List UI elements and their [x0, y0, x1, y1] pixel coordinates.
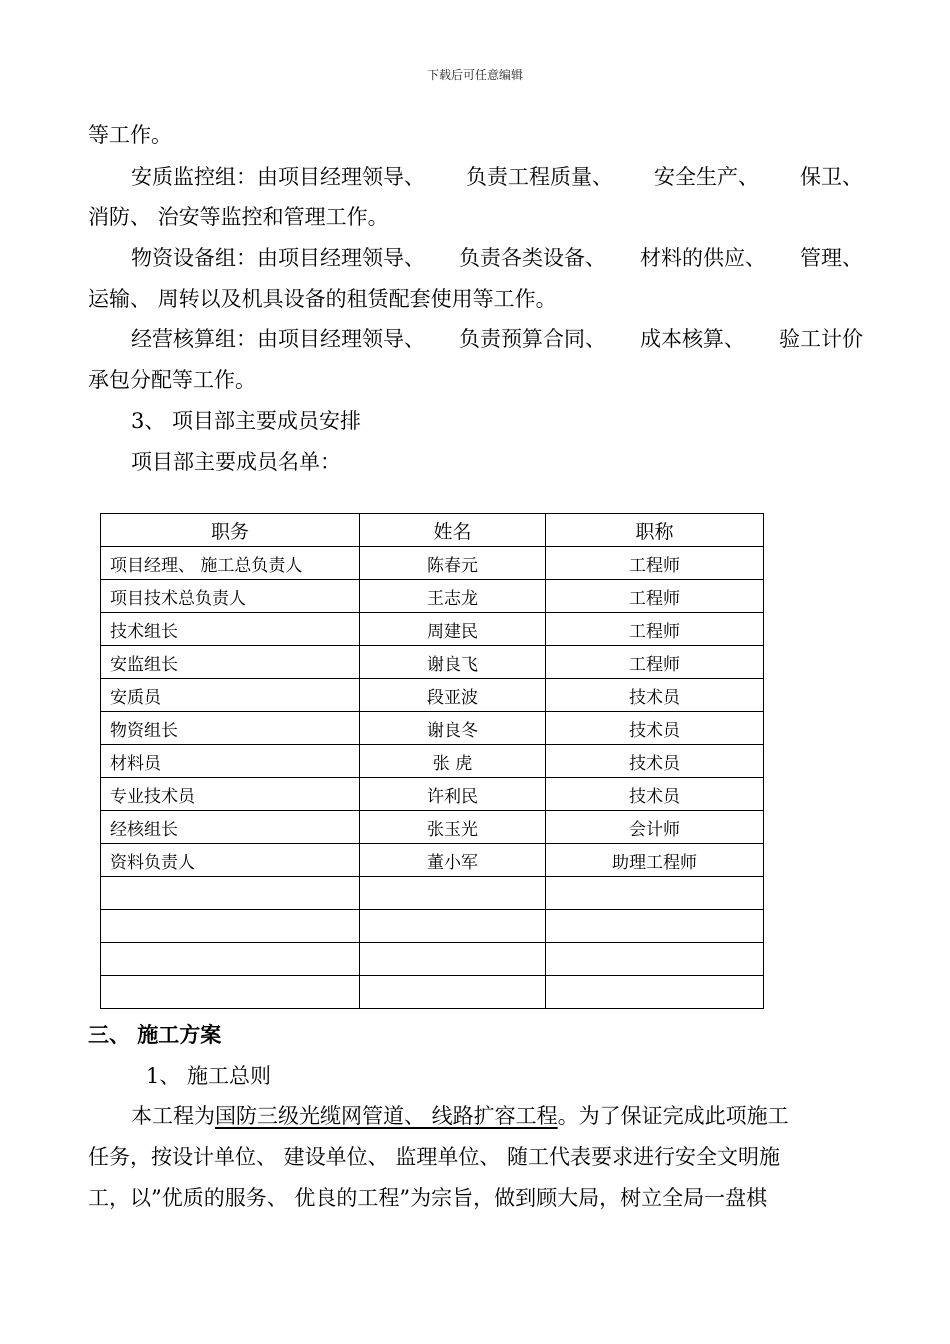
table-cell [546, 877, 764, 910]
table-cell [101, 877, 360, 910]
column-header: 职称 [546, 514, 764, 547]
table-cell: 技术员 [546, 778, 764, 811]
table-row [101, 778, 764, 811]
body-line: 等工作。 [88, 123, 172, 147]
table-header-row [101, 514, 764, 547]
body-line: 承包分配等工作。 [88, 368, 256, 392]
table-cell [360, 976, 546, 1009]
table-row [101, 646, 764, 679]
table-cell: 技术员 [546, 712, 764, 745]
table-cell: 工程师 [546, 646, 764, 679]
table-cell: 物资组长 [101, 712, 360, 745]
text-fragment: 负责各类设备、 [459, 246, 606, 270]
text-fragment: 保卫、 [800, 165, 863, 189]
text-fragment: 。为了保证完成此项施工 [557, 1104, 789, 1128]
table-row [101, 745, 764, 778]
table-cell: 资料负责人 [101, 844, 360, 877]
table-cell: 谢良飞 [360, 646, 546, 679]
body-line: 任务，按设计单位、 建设单位、 监理单位、 随工代表要求进行安全文明施 [88, 1145, 781, 1169]
body-line [131, 325, 863, 353]
body-line [131, 163, 863, 191]
table-cell: 张玉光 [360, 811, 546, 844]
body-line [131, 244, 863, 272]
body-line: 工，以”优质的服务、 优良的工程”为宗旨，做到顾大局，树立全局一盘棋 [88, 1186, 768, 1210]
table-row [101, 580, 764, 613]
body-line: 消防、 治安等监控和管理工作。 [88, 205, 389, 229]
project-name: 国防三级光缆网管道、 线路扩容工程 [215, 1104, 558, 1128]
table-cell: 谢良冬 [360, 712, 546, 745]
text-fragment: 成本核算、 [640, 327, 745, 351]
table-cell [101, 943, 360, 976]
table-cell: 项目经理、 施工总负责人 [101, 547, 360, 580]
text-fragment: 材料的供应、 [640, 246, 766, 270]
subsection-title: 1、 施工总则 [146, 1064, 272, 1088]
table-cell: 陈春元 [360, 547, 546, 580]
text-fragment: 物资设备组：由项目经理领导、 [131, 246, 425, 270]
chapter-title: 三、 施工方案 [88, 1022, 222, 1047]
table-cell: 董小军 [360, 844, 546, 877]
table-cell: 技术员 [546, 679, 764, 712]
table-row [101, 547, 764, 580]
table-row [101, 613, 764, 646]
column-header: 姓名 [360, 514, 546, 547]
table-cell: 工程师 [546, 613, 764, 646]
table-cell: 经核组长 [101, 811, 360, 844]
table-cell [360, 877, 546, 910]
page-header: 下载后可任意编辑 [426, 68, 523, 82]
table-caption: 项目部主要成员名单： [131, 450, 341, 474]
body-line [131, 1102, 863, 1130]
table-row [101, 712, 764, 745]
text-fragment: 负责预算合同、 [459, 327, 606, 351]
table-cell: 专业技术员 [101, 778, 360, 811]
text-fragment: 负责工程质量、 [466, 165, 613, 189]
table-cell: 项目技术总负责人 [101, 580, 360, 613]
table-cell [546, 976, 764, 1009]
table-cell: 工程师 [546, 547, 764, 580]
text-fragment: 验工计价 [779, 327, 863, 351]
members-table [100, 513, 764, 1009]
table-cell: 技术员 [546, 745, 764, 778]
table-row [101, 811, 764, 844]
column-header: 职务 [101, 514, 360, 547]
text-fragment: 经营核算组：由项目经理领导、 [131, 327, 425, 351]
text-fragment: 安质监控组：由项目经理领导、 [131, 165, 425, 189]
table-cell: 助理工程师 [546, 844, 764, 877]
table-cell: 安质员 [101, 679, 360, 712]
table-cell: 张 虎 [360, 745, 546, 778]
table-cell: 技术组长 [101, 613, 360, 646]
text-fragment: 本工程为 [131, 1104, 215, 1128]
text-fragment: 管理、 [800, 246, 863, 270]
table-cell: 工程师 [546, 580, 764, 613]
table-cell [101, 976, 360, 1009]
section-heading: 3、 项目部主要成员安排 [131, 409, 362, 433]
table-cell: 会计师 [546, 811, 764, 844]
table-cell: 安监组长 [101, 646, 360, 679]
text-fragment: 安全生产、 [654, 165, 759, 189]
table-cell [101, 910, 360, 943]
table-cell [546, 943, 764, 976]
table-cell: 许利民 [360, 778, 546, 811]
table-cell [546, 910, 764, 943]
body-line: 运输、 周转以及机具设备的租赁配套使用等工作。 [88, 287, 557, 311]
table-cell: 王志龙 [360, 580, 546, 613]
table-cell: 材料员 [101, 745, 360, 778]
table-row [101, 877, 764, 910]
table-row [101, 976, 764, 1009]
table-cell [360, 910, 546, 943]
table-cell: 周建民 [360, 613, 546, 646]
table-row [101, 844, 764, 877]
table-row [101, 943, 764, 976]
table-cell: 段亚波 [360, 679, 546, 712]
table-row [101, 679, 764, 712]
table-cell [360, 943, 546, 976]
table-row [101, 910, 764, 943]
